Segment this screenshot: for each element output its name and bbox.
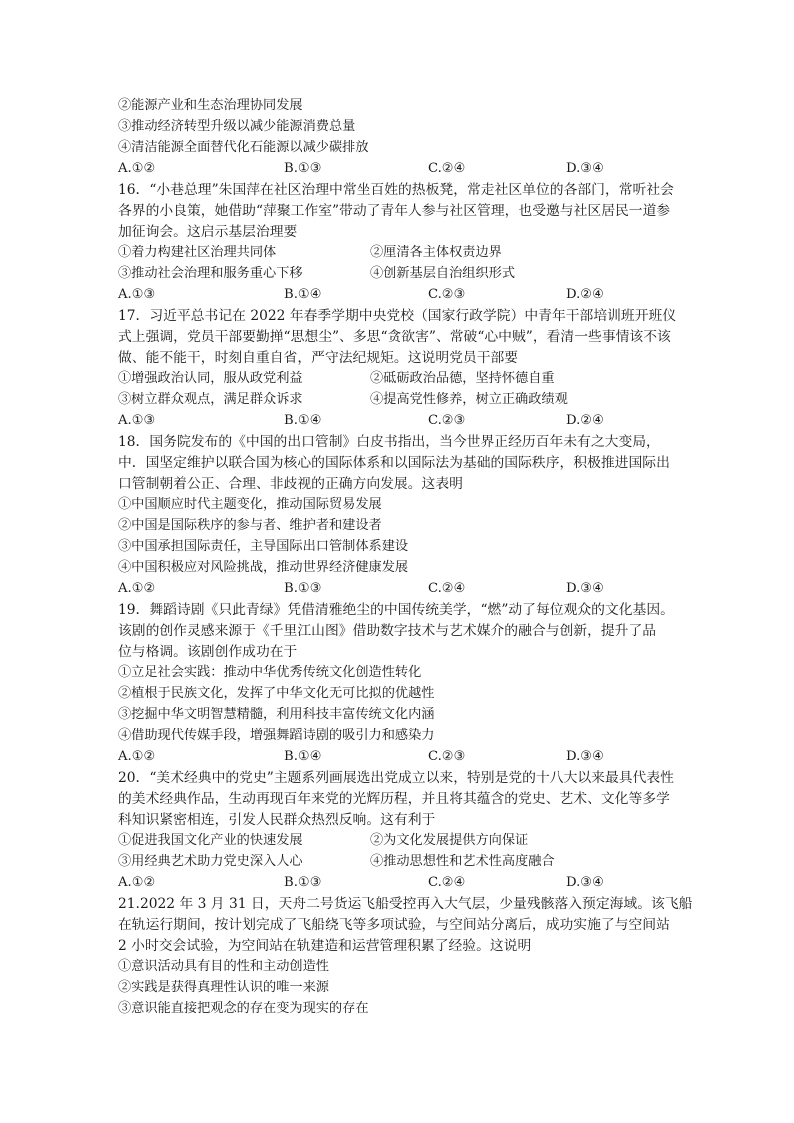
q16-answer-c: C.②③ [428, 287, 466, 302]
q16-option-1: ①着力构建社区治理共同体 [118, 245, 277, 260]
q20-answer-a: A.①② [118, 875, 156, 890]
q17-option-1: ①增强政治认同，服从政党利益 [118, 371, 303, 386]
q16-answer-b: B.①④ [284, 287, 322, 302]
q19-stem-line-1: 19．舞蹈诗剧《只此青绿》凭借清雅绝尘的中国传统美学，“燃”动了每位观众的文化基因。 [118, 602, 674, 618]
q20-answer-b: B.①③ [284, 875, 322, 890]
q20-option-1: ①促进我国文化产业的快速发展 [118, 833, 303, 848]
q21-stem-line-2: 在轨运行期间，按计划完成了飞船绕飞等多项试验，与空间站分离后，成功实施了与空间站 [118, 917, 670, 933]
q18-stem-line-1: 18．国务院发布的《中国的出口管制》白皮书指出，当今世界正经历百年未有之大变局， [118, 434, 660, 450]
q18-stem-line-2: 中．国坚定维护以联合国为核心的国际体系和以国际法为基础的国际秩序，积极推进国际出 [118, 455, 670, 471]
q19-option-1: ①立足社会实践：推动中华优秀传统文化创造性转化 [118, 665, 422, 680]
q15-answer-d: D.③④ [566, 161, 604, 176]
q17-stem-line-2: 式上强调，党员干部要勤掸“思想尘”、多思“贪欲害”、常破“心中贼”，看清一些事情该不该 [118, 329, 671, 345]
q20-option-4: ④推动思想性和艺术性高度融合 [370, 854, 555, 869]
q19-stem-line-2: 该剧的创作灵感来源于《千里江山图》借助数字技术与艺术媒介的融合与创新，提升了品 [118, 623, 657, 639]
q17-answer-a: A.①③ [118, 413, 156, 428]
q17-answer-d: D.②④ [566, 413, 604, 428]
q19-stem-line-3: 位与格调。该剧创作成功在于 [118, 644, 298, 660]
q16-option-4: ④创新基层自治组织形式 [370, 266, 516, 281]
q15-option-3: ③推动经济转型升级以减少能源消费总量 [118, 119, 356, 134]
q19-answer-b: B.①④ [284, 749, 322, 764]
q16-option-2: ②厘清各主体权责边界 [370, 245, 502, 260]
q19-option-3: ③挖掘中华文明智慧精髓，利用科技丰富传统文化内涵 [118, 707, 435, 722]
q19-answer-c: C.②③ [428, 749, 466, 764]
q18-option-3: ③中国承担国际责任，主导国际出口管制体系建设 [118, 539, 409, 554]
q18-stem-line-3: 口管制朝着公正、合理、非歧视的正确方向发展。这表明 [118, 476, 463, 492]
q21-stem-line-1: 21.2022 年 3 月 31 日，天舟二号货运飞船受控再入大气层，少量残骸落入预定海域。该飞船 [118, 896, 693, 912]
q17-stem-line-3: 做、能不能干，时刻自重自省，严守法纪规矩。这说明党员干部要 [118, 350, 519, 366]
q16-stem-line-2: 各界的小良策，她借助“萍聚工作室”带动了青年人参与社区管理，也受邀与社区居民一道参 [118, 203, 671, 219]
q21-stem-line-3: 2 小时交会试验，为空间站在轨建造和运营管理积累了经验。这说明 [118, 938, 532, 954]
q20-stem-line-3: 科知识紧密相连，引发人民群众热烈反响。这有利于 [118, 812, 436, 828]
q16-answer-a: A.①③ [118, 287, 156, 302]
q15-answer-b: B.①③ [284, 161, 322, 176]
q17-option-3: ③树立群众观点，满足群众诉求 [118, 392, 303, 407]
q15-answer-c: C.②④ [428, 161, 466, 176]
q21-option-1: ①意识活动具有目的性和主动创造性 [118, 959, 329, 974]
q16-option-3: ③推动社会治理和服务重心下移 [118, 266, 303, 281]
q19-option-2: ②植根于民族文化，发挥了中华文化无可比拟的优越性 [118, 686, 435, 701]
q18-option-1: ①中国顺应时代主题变化，推动国际贸易发展 [118, 497, 382, 512]
q17-answer-c: C.②③ [428, 413, 466, 428]
q20-answer-c: C.②④ [428, 875, 466, 890]
q20-stem-line-1: 20．“美术经典中的党史”主题系列画展选出党成立以来，特别是党的十八大以来最具代表性 [118, 770, 674, 786]
q21-option-2: ②实践是获得真理性认识的唯一来源 [118, 980, 329, 995]
q17-stem-line-1: 17．习近平总书记在 2022 年春季学期中央党校（国家行政学院）中青年干部培训班开班仪 [118, 308, 677, 324]
q18-answer-c: C.②④ [428, 581, 466, 596]
q16-answer-d: D.②④ [566, 287, 604, 302]
q18-answer-b: B.①③ [284, 581, 322, 596]
q18-answer-a: A.①② [118, 581, 156, 596]
q15-answer-a: A.①② [118, 161, 156, 176]
q19-answer-a: A.①② [118, 749, 156, 764]
q18-option-2: ②中国是国际秩序的参与者、维护者和建设者 [118, 518, 382, 533]
q16-stem-line-3: 加征询会。这启示基层治理要 [118, 224, 298, 240]
q17-option-4: ④提高党性修养，树立正确政绩观 [370, 392, 568, 407]
q18-answer-d: D.③④ [566, 581, 604, 596]
q19-option-4: ④借助现代传媒手段，增强舞蹈诗剧的吸引力和感染力 [118, 728, 435, 743]
q15-option-4: ④清洁能源全面替代化石能源以减少碳排放 [118, 140, 369, 155]
q20-stem-line-2: 的美术经典作品，生动再现百年来党的光辉历程，并且将其蕴含的党史、艺术、文化等多学 [118, 791, 670, 807]
q20-answer-d: D.③④ [566, 875, 604, 890]
q17-option-2: ②砥砺政治品德，坚持怀德自重 [370, 371, 555, 386]
q17-answer-b: B.①④ [284, 413, 322, 428]
q19-answer-d: D.③④ [566, 749, 604, 764]
q16-stem-line-1: 16．“小巷总理”朱国萍在社区治理中常坐百姓的热板凳，常走社区单位的各部门，常听社会 [118, 182, 674, 198]
q18-option-4: ④中国积极应对风险挑战，推动世界经济健康发展 [118, 560, 409, 575]
q15-option-2: ②能源产业和生态治理协同发展 [118, 98, 303, 113]
q21-option-3: ③意识能直接把观念的存在变为现实的存在 [118, 1001, 369, 1016]
q20-option-2: ②为文化发展提供方向保证 [370, 833, 529, 848]
q20-option-3: ③用经典艺术助力党史深入人心 [118, 854, 303, 869]
